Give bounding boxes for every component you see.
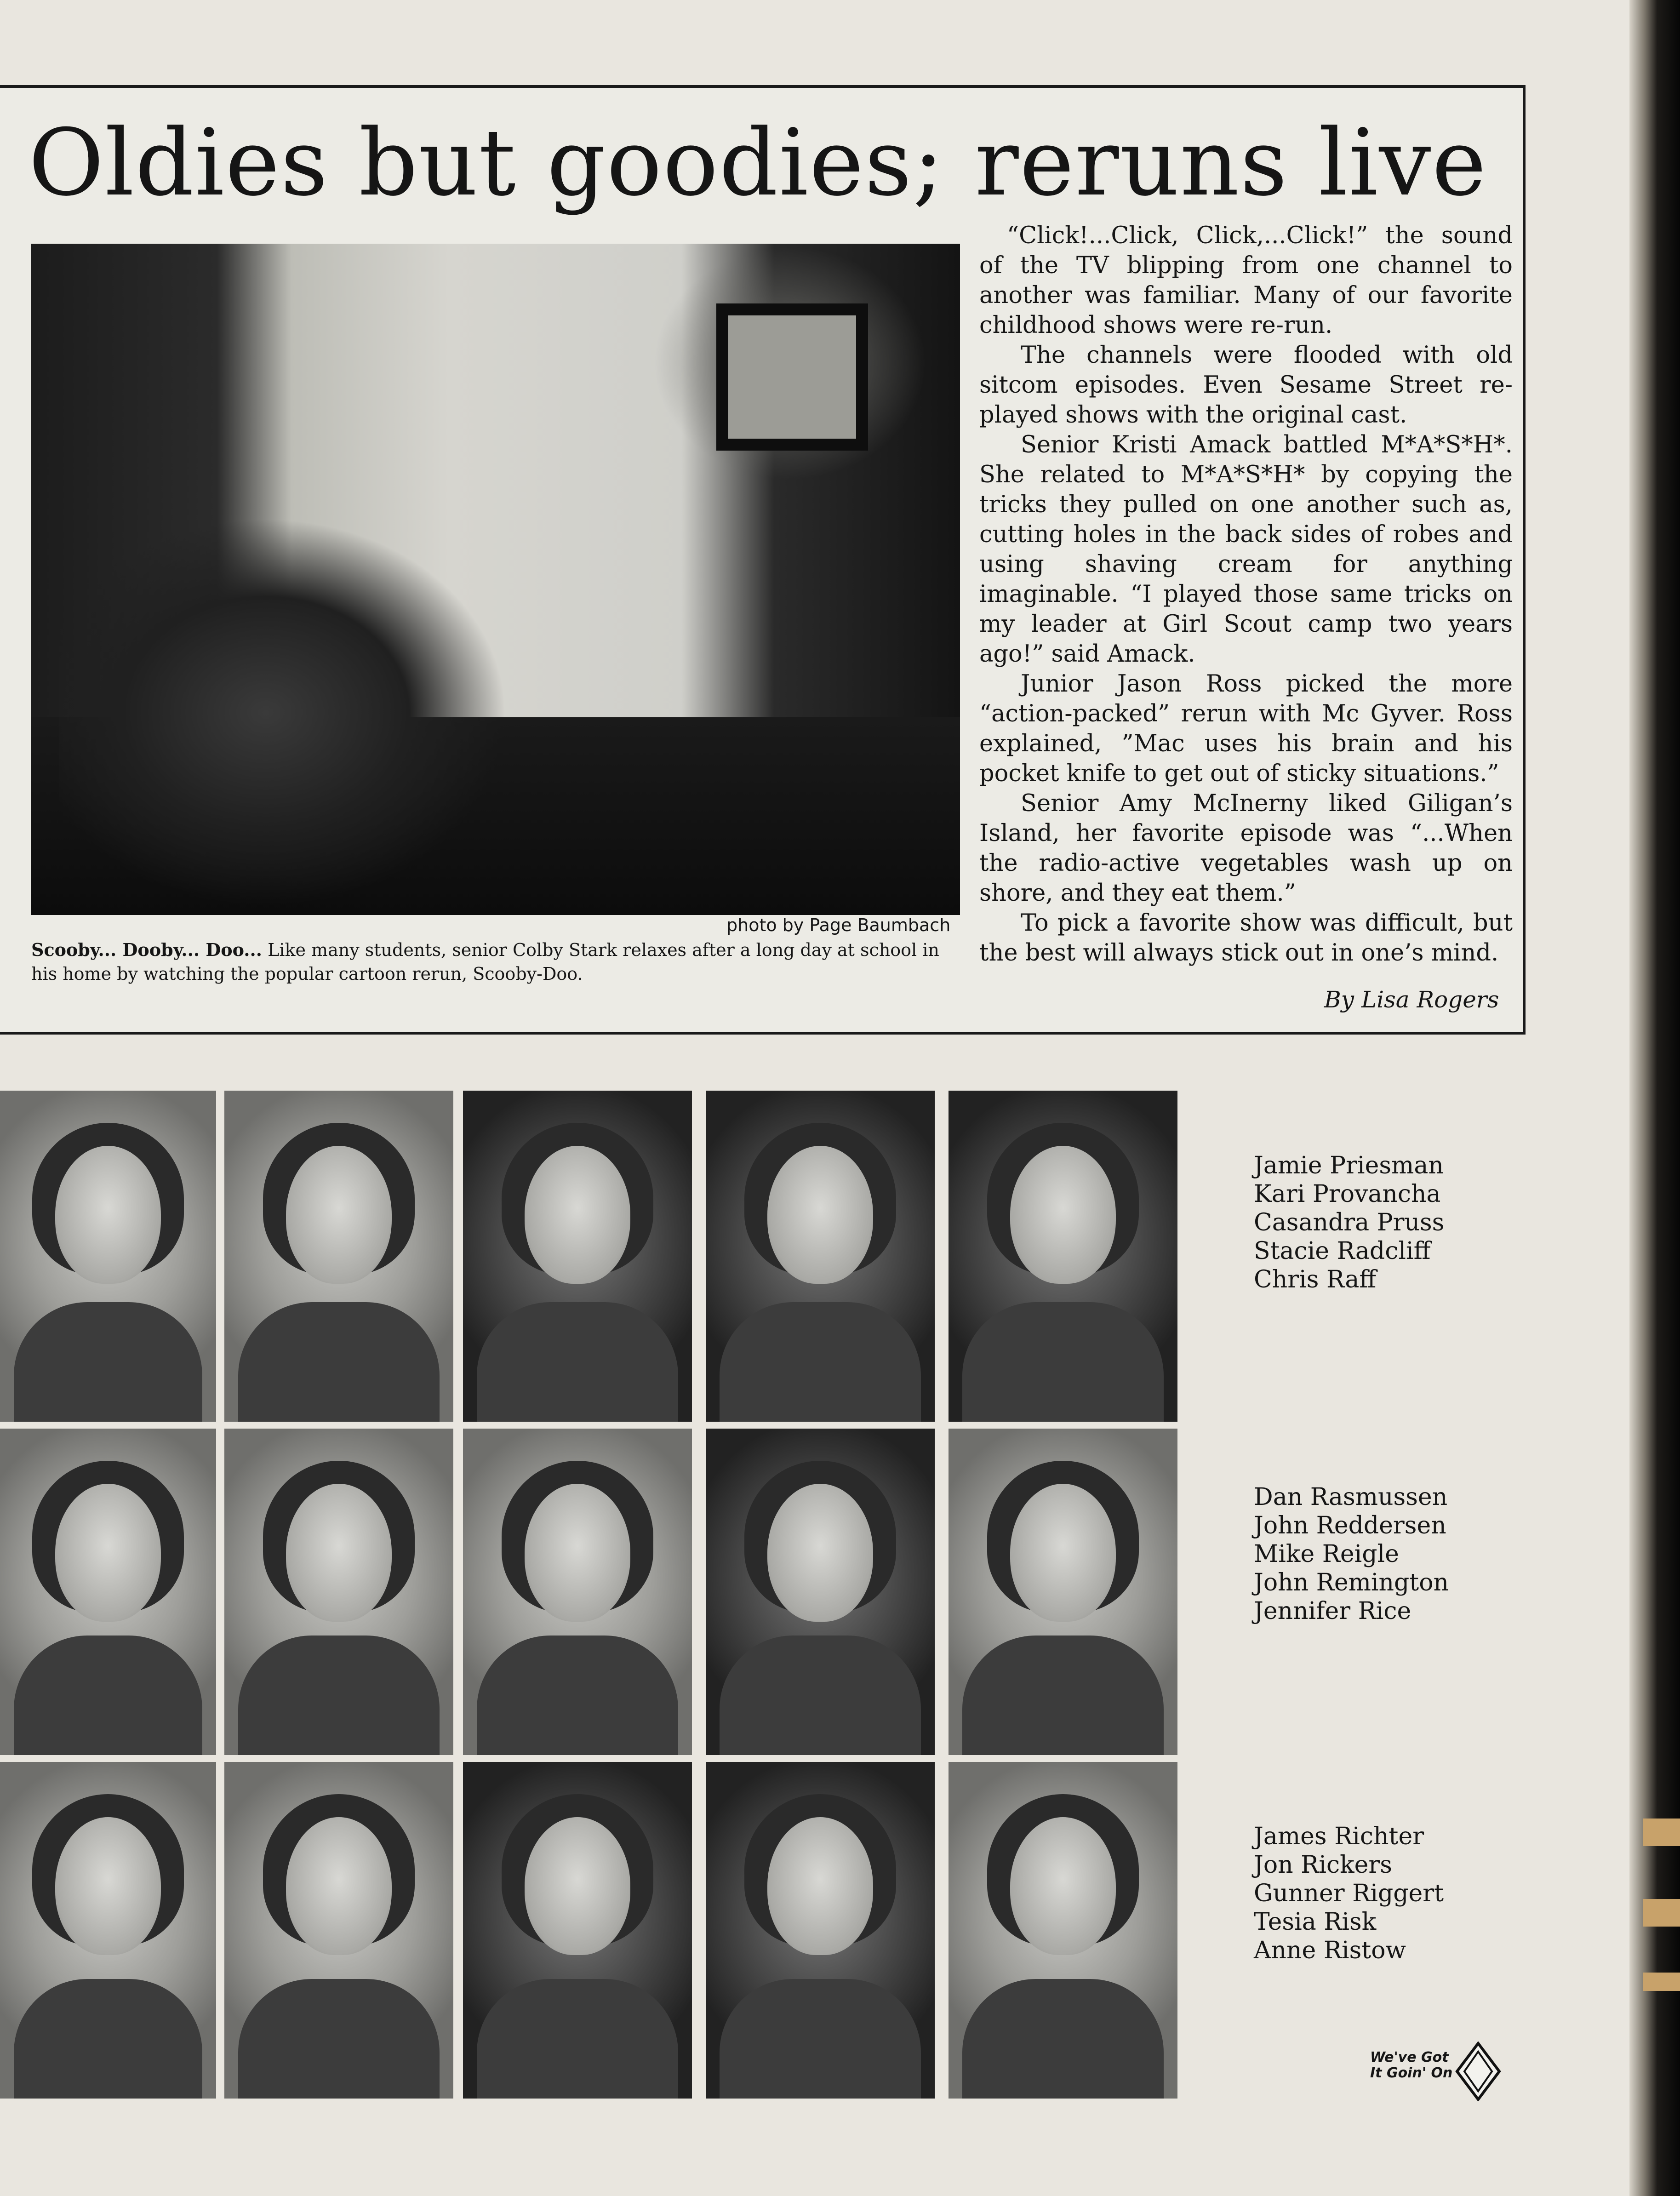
article-paragraph: Senior Kristi Amack battled M*A*S*H*. She related to M*A*S*H* by copying the tricks they pulled on one another such as, cutting holes in the back sides of robes and using shaving cream for anything imaginable. “I played those same tricks on my leader at Girl Scout camp two years ago!” said Amack.: [979, 431, 1513, 668]
student-name: Tesia Risk: [1254, 1908, 1377, 1936]
student-portrait: [949, 1429, 1177, 1755]
name-list: [1254, 1822, 1444, 1965]
student-portrait: [706, 1091, 935, 1422]
logo-line: We've Got: [1370, 2049, 1449, 2065]
student-portrait: [949, 1762, 1177, 2099]
student-name: Kari Provancha: [1254, 1180, 1441, 1208]
student-name: John Reddersen: [1254, 1512, 1446, 1539]
diamond-icon: [1455, 2042, 1501, 2101]
student-name: Casandra Pruss: [1254, 1209, 1445, 1236]
student-name: Chris Raff: [1254, 1266, 1377, 1293]
student-portrait: [463, 1762, 692, 2099]
student-name: Anne Ristow: [1254, 1937, 1406, 1964]
yearbook-theme-logo: [1370, 2042, 1503, 2101]
article-paragraph: The channels were flooded with old sitcom episodes. Even Sesame Street re-played shows with the original cast.: [979, 342, 1513, 429]
article-byline: By Lisa Rogers: [1324, 986, 1499, 1013]
page-tab: [1643, 1973, 1680, 1991]
student-portrait: [0, 1429, 216, 1755]
student-name: Dan Rasmussen: [1254, 1483, 1448, 1511]
feature-photo: [31, 244, 960, 915]
article-paragraph: Senior Amy McInerny liked Giligan’s Island, her favorite episode was “...When the radio-active vegetables wash up on shore, and they eat them.”: [979, 790, 1513, 907]
photo-credit: photo by Page Baumbach: [726, 915, 951, 935]
logo-text: [1370, 2050, 1452, 2081]
student-portrait: [463, 1091, 692, 1422]
student-name: Jamie Priesman: [1254, 1152, 1444, 1179]
page-tab: [1643, 1899, 1680, 1927]
page-binding-edge: [1629, 0, 1680, 2196]
student-portrait: [0, 1091, 216, 1422]
caption-lead: Scooby... Dooby... Doo...: [31, 939, 262, 960]
article-paragraph: Junior Jason Ross picked the more “action-packed” rerun with Mc Gyver. Ross explained, ”Mac uses his brain and his pocket knife to get out of sticky situations.”: [979, 670, 1513, 787]
student-portrait: [0, 1762, 216, 2099]
student-name: Gunner Riggert: [1254, 1880, 1444, 1907]
student-name: Mike Reigle: [1254, 1540, 1399, 1568]
article-headline: Oldies but goodies; reruns live: [29, 109, 1487, 217]
student-name: Stacie Radcliff: [1254, 1237, 1431, 1265]
student-portrait: [224, 1429, 453, 1755]
caption-text: Like many students, senior Colby Stark relaxes after a long day at school in his home by watching the popular cartoon rerun, Scooby-Doo.: [31, 940, 939, 984]
student-name: Jon Rickers: [1254, 1851, 1392, 1879]
student-name: James Richter: [1254, 1823, 1424, 1850]
student-name: John Remington: [1254, 1569, 1449, 1596]
logo-line: It Goin' On: [1370, 2065, 1453, 2081]
student-portrait: [463, 1429, 692, 1755]
student-portrait: [224, 1762, 453, 2099]
student-portrait: [949, 1091, 1177, 1422]
student-name: Jennifer Rice: [1254, 1597, 1411, 1625]
student-portrait: [706, 1762, 935, 2099]
student-portrait: [706, 1429, 935, 1755]
student-portrait: [224, 1091, 453, 1422]
photo-person: [59, 520, 542, 915]
page-tab: [1643, 1819, 1680, 1846]
photo-television: [716, 303, 868, 451]
article-body: [979, 221, 1513, 968]
name-list: [1254, 1151, 1444, 1294]
name-list: [1254, 1483, 1449, 1625]
article-paragraph: “Click!...Click, Click,...Click!” the sound of the TV blipping from one channel to another was familiar. Many of our favorite childhood shows were re-run.: [979, 222, 1513, 339]
article-paragraph: To pick a favorite show was difficult, but the best will always stick out in one’s mind.: [979, 909, 1513, 966]
photo-caption: [31, 938, 969, 986]
